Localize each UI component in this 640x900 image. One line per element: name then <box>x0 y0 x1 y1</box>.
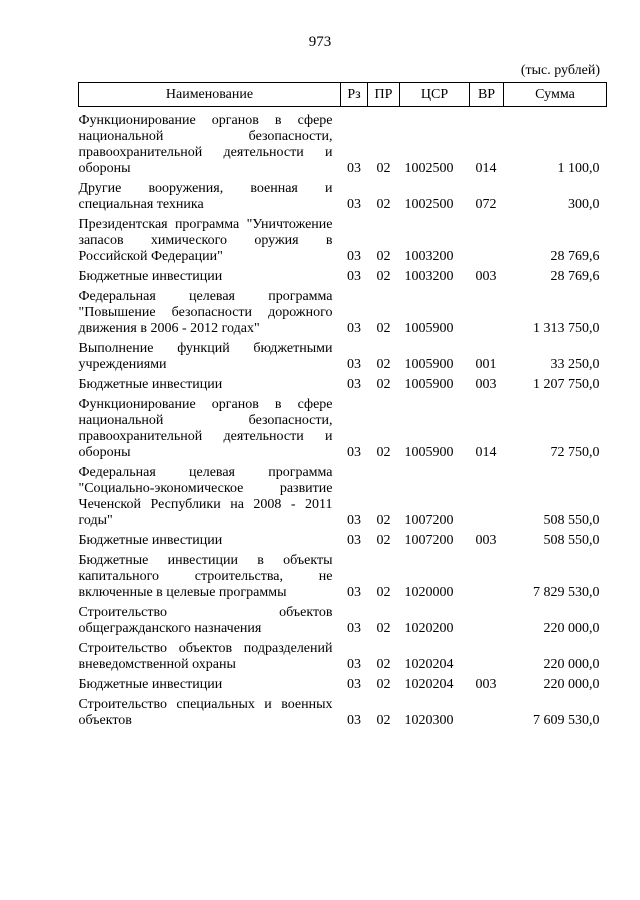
row-sum: 28 769,6 <box>550 269 600 284</box>
table-row <box>79 637 607 673</box>
row-pr: 02 <box>376 357 391 372</box>
table-header <box>79 83 607 107</box>
row-name: Бюджетные инвестиции <box>78 677 223 692</box>
header-csr: ЦСР <box>400 83 470 107</box>
row-rz: 03 <box>347 621 361 636</box>
row-csr: 1007200 <box>404 533 454 548</box>
row-rz: 03 <box>347 713 361 728</box>
row-csr: 1003200 <box>404 269 454 284</box>
row-vr: 001 <box>475 357 497 372</box>
row-vr <box>470 461 504 529</box>
row-sum: 33 250,0 <box>550 357 600 372</box>
row-sum: 7 609 530,0 <box>533 713 600 728</box>
table-row <box>79 213 607 265</box>
row-rz: 03 <box>347 445 361 460</box>
row-rz: 03 <box>347 585 361 600</box>
row-csr: 1020300 <box>404 713 454 728</box>
row-sum: 1 313 750,0 <box>533 321 600 336</box>
row-rz: 03 <box>347 377 361 392</box>
table-row <box>79 673 607 693</box>
row-rz: 03 <box>347 513 361 528</box>
row-rz: 03 <box>347 197 361 212</box>
row-vr: 014 <box>475 161 497 176</box>
row-rz: 03 <box>347 249 361 264</box>
budget-table <box>78 82 607 729</box>
row-name: Бюджетные инвестиции <box>78 269 223 284</box>
table-row <box>79 393 607 461</box>
row-rz: 03 <box>347 269 361 284</box>
table-row <box>79 549 607 601</box>
row-vr <box>470 601 504 637</box>
row-vr <box>470 285 504 337</box>
row-rz: 03 <box>347 357 361 372</box>
row-name: Федеральная целевая программа "Повышение безопасности дорожного движения в 2006 - 2012 годах" <box>78 289 333 336</box>
row-sum: 72 750,0 <box>550 445 600 460</box>
row-name: Строительство объектов общегражданского назначения <box>78 605 333 636</box>
row-csr: 1002500 <box>404 161 454 176</box>
row-pr: 02 <box>376 713 391 728</box>
row-vr <box>470 213 504 265</box>
row-pr: 02 <box>376 161 391 176</box>
header-pr: ПР <box>368 83 400 107</box>
row-vr: 003 <box>475 533 497 548</box>
row-name: Другие вооружения, военная и специальная техника <box>78 181 333 212</box>
row-sum: 220 000,0 <box>543 621 600 636</box>
header-rz: Рз <box>341 83 368 107</box>
row-name: Бюджетные инвестиции <box>78 377 223 392</box>
table-row <box>79 177 607 213</box>
row-name: Строительство специальных и военных объектов <box>78 697 333 728</box>
row-rz: 03 <box>347 657 361 672</box>
header-name: Наименование <box>79 83 341 107</box>
row-pr: 02 <box>376 677 391 692</box>
row-rz: 03 <box>347 161 361 176</box>
row-vr: 003 <box>475 677 497 692</box>
row-pr: 02 <box>376 533 391 548</box>
table-row <box>79 601 607 637</box>
row-name: Бюджетные инвестиции <box>78 533 223 548</box>
row-name: Федеральная целевая программа "Социально-экономическое развитие Чеченской Республики на 2008 - 2011 годы" <box>78 465 333 528</box>
row-csr: 1020204 <box>404 677 454 692</box>
row-csr: 1020000 <box>404 585 454 600</box>
table-row <box>79 265 607 285</box>
row-name: Выполнение функций бюджетными учреждениями <box>78 341 333 372</box>
table-body <box>79 107 607 730</box>
header-vr: ВР <box>470 83 504 107</box>
row-csr: 1020200 <box>404 621 454 636</box>
row-sum: 508 550,0 <box>543 533 600 548</box>
row-sum: 220 000,0 <box>543 677 600 692</box>
row-vr <box>470 637 504 673</box>
row-vr: 003 <box>475 377 497 392</box>
row-pr: 02 <box>376 657 391 672</box>
header-sum: Сумма <box>504 83 607 107</box>
row-pr: 02 <box>376 621 391 636</box>
row-sum: 1 100,0 <box>557 161 600 176</box>
row-rz: 03 <box>347 677 361 692</box>
row-pr: 02 <box>376 377 391 392</box>
table-row <box>79 285 607 337</box>
table-row <box>79 373 607 393</box>
row-sum: 1 207 750,0 <box>533 377 600 392</box>
row-csr: 1005900 <box>404 445 454 460</box>
table-row <box>79 529 607 549</box>
row-pr: 02 <box>376 269 391 284</box>
row-csr: 1005900 <box>404 377 454 392</box>
row-rz: 03 <box>347 321 361 336</box>
row-rz: 03 <box>347 533 361 548</box>
row-csr: 1020204 <box>404 657 454 672</box>
row-csr: 1005900 <box>404 321 454 336</box>
row-vr <box>470 549 504 601</box>
row-sum: 508 550,0 <box>543 513 600 528</box>
row-csr: 1005900 <box>404 357 454 372</box>
row-pr: 02 <box>376 249 391 264</box>
row-sum: 7 829 530,0 <box>533 585 600 600</box>
row-sum: 220 000,0 <box>543 657 600 672</box>
row-name: Бюджетные инвестиции в объекты капитального строительства, не включенные в целевые программы <box>78 553 333 600</box>
row-name: Функционирование органов в сфере национальной безопасности, правоохранительной деятельности и обороны <box>78 397 333 460</box>
row-pr: 02 <box>376 321 391 336</box>
row-vr: 003 <box>475 269 497 284</box>
row-csr: 1007200 <box>404 513 454 528</box>
row-pr: 02 <box>376 585 391 600</box>
units-label: (тыс. рублей) <box>520 63 600 78</box>
table-row <box>79 337 607 373</box>
row-vr: 014 <box>475 445 497 460</box>
row-pr: 02 <box>376 197 391 212</box>
row-name: Функционирование органов в сфере национальной безопасности, правоохранительной деятельности и обороны <box>78 113 333 176</box>
row-sum: 28 769,6 <box>550 249 600 264</box>
row-sum: 300,0 <box>568 197 600 212</box>
table-row <box>79 107 607 178</box>
row-csr: 1002500 <box>404 197 454 212</box>
row-vr <box>470 693 504 729</box>
row-pr: 02 <box>376 513 391 528</box>
row-csr: 1003200 <box>404 249 454 264</box>
row-name: Строительство объектов подразделений вневедомственной охраны <box>78 641 333 672</box>
table-row <box>79 693 607 729</box>
row-name: Президентская программа "Уничтожение запасов химического оружия в Российской Федерации" <box>78 217 333 264</box>
row-pr: 02 <box>376 445 391 460</box>
table-row <box>79 461 607 529</box>
row-vr: 072 <box>475 197 497 212</box>
page-number: 973 <box>308 34 332 50</box>
